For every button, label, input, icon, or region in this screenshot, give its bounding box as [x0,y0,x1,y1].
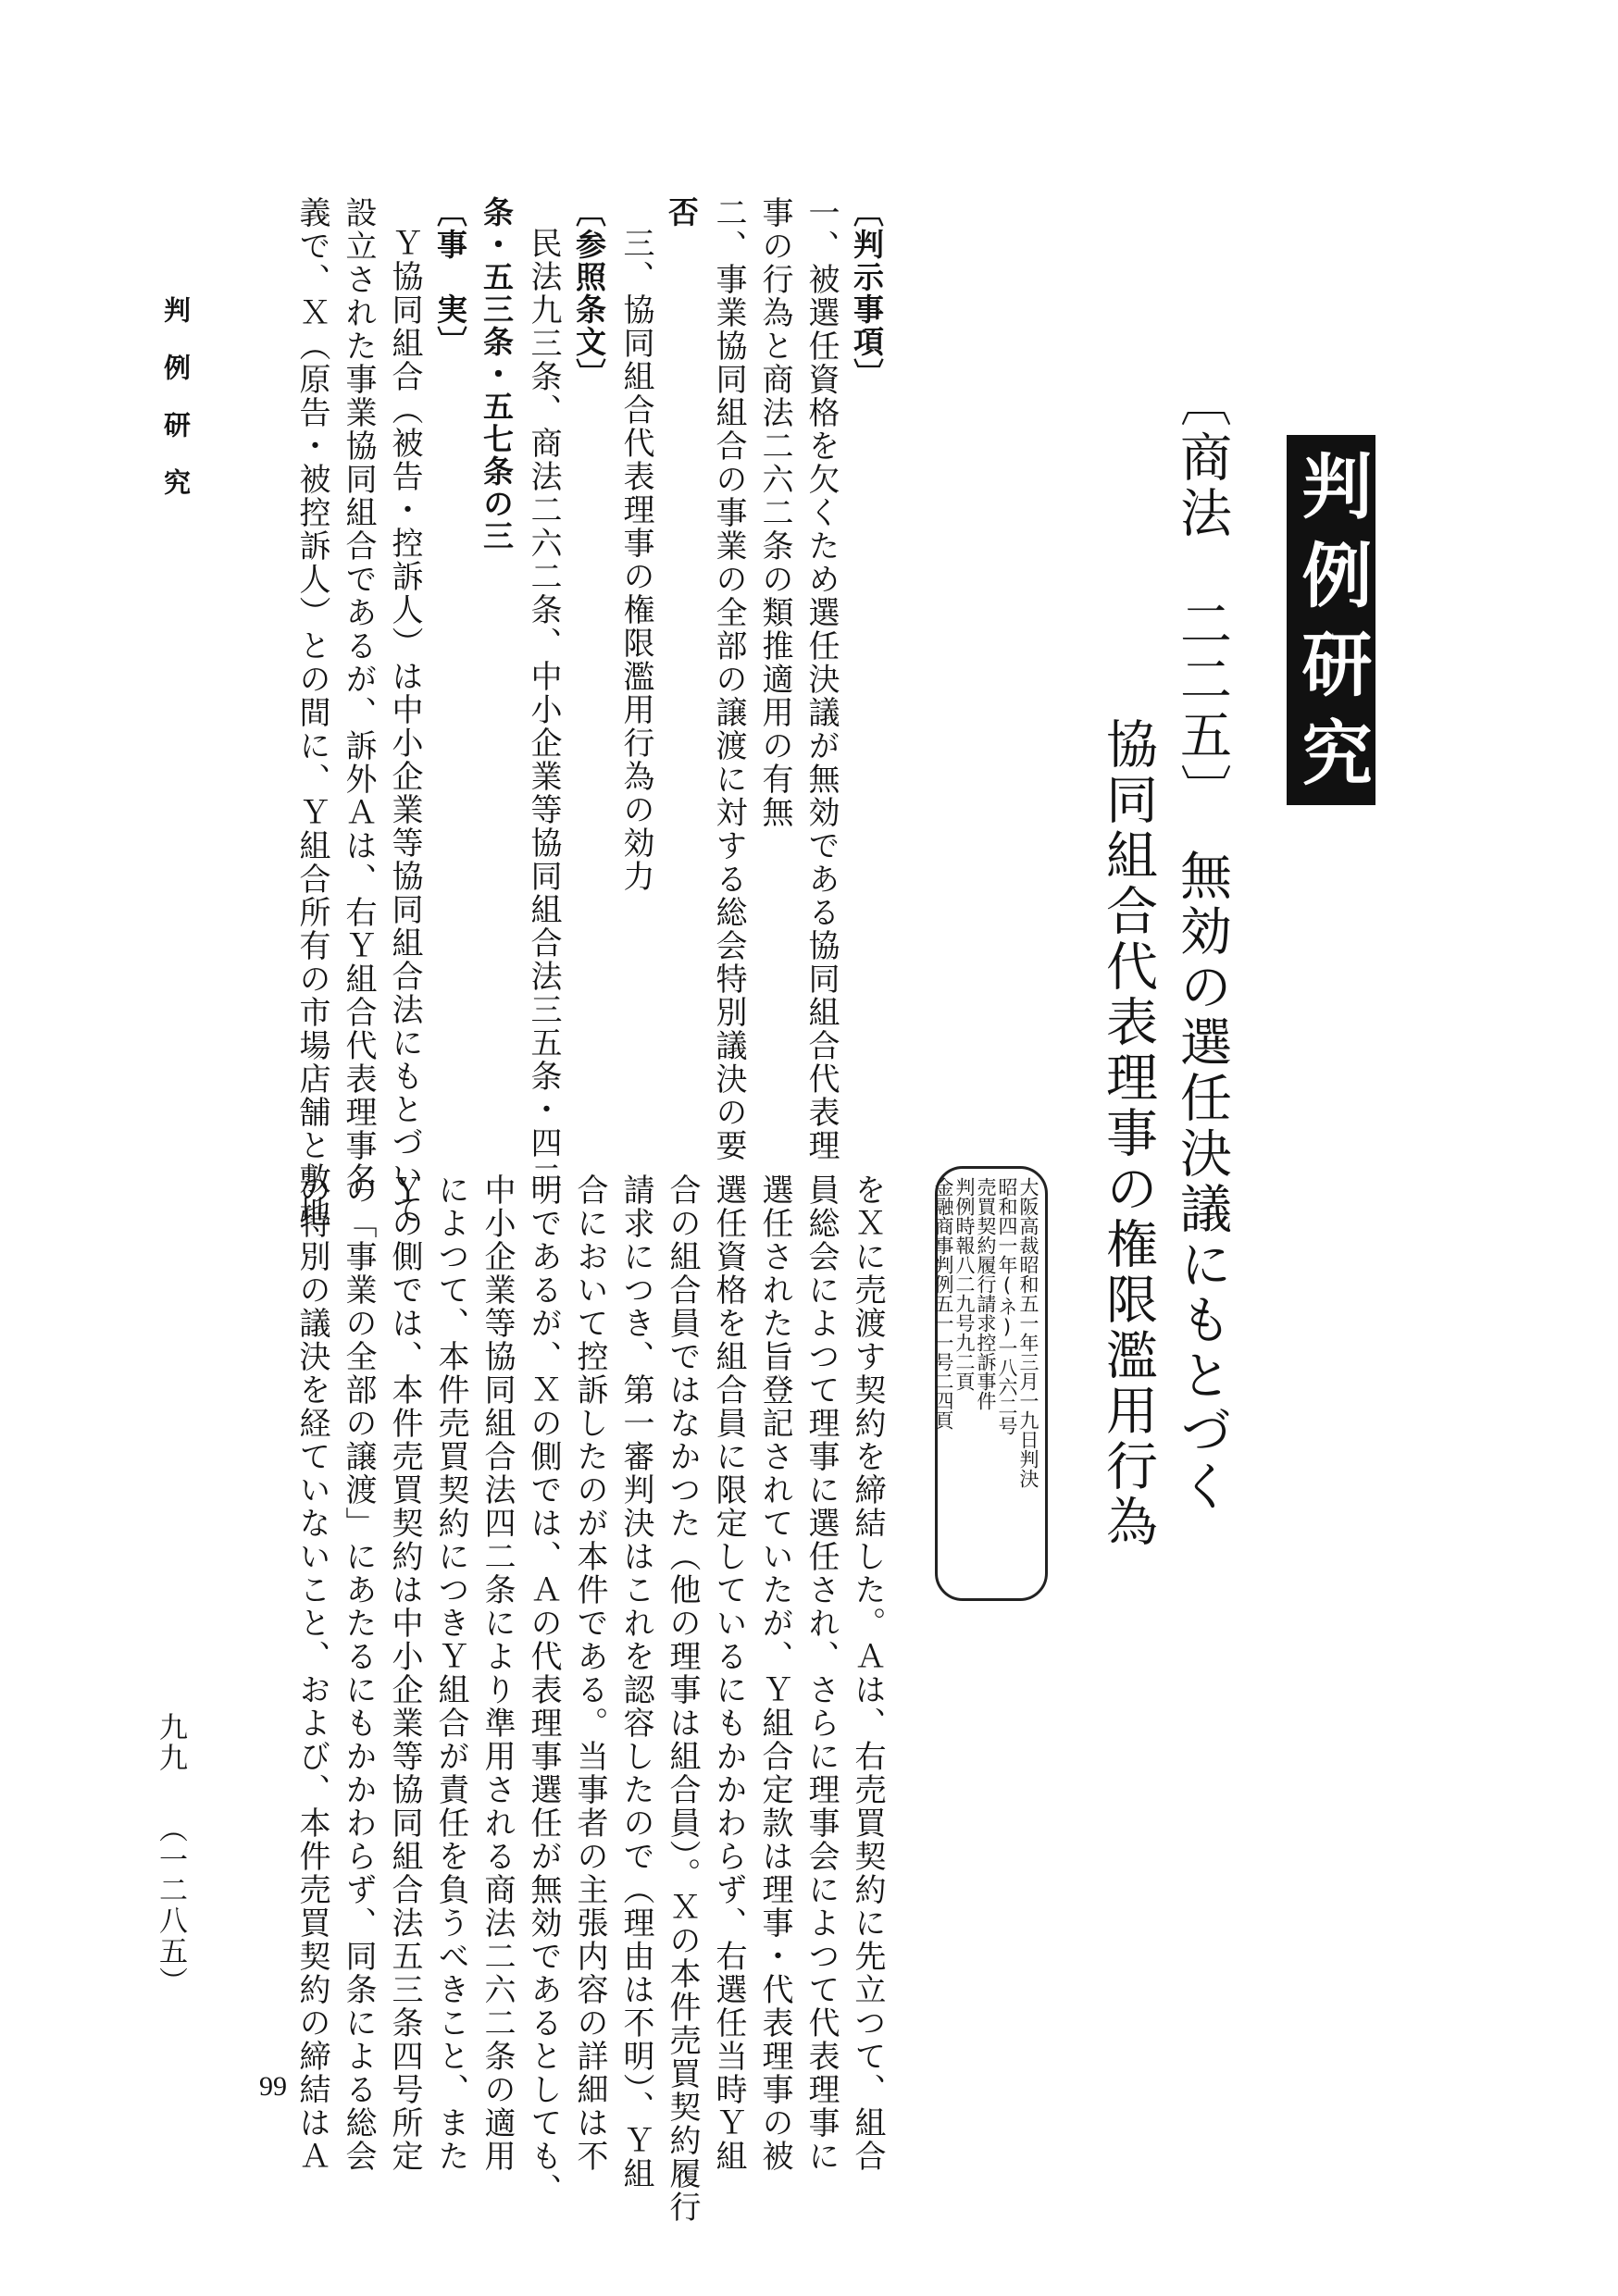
upper-column: 否 [664,196,700,229]
lower-column: 請求につき、第一審判決はこれを認容したので（理由は不明）、Ｙ組 [617,1173,654,2191]
label-references: 〔参照条文〕 [571,196,607,391]
upper-column: Ｙ協同組合（被告・控訴人）は中小企業等協同組合法にもとづいて [386,227,423,1226]
article-title-line2: 協同組合代表理事の権限濫用行為 [1098,717,1158,1550]
lower-column: 選任資格を組合員に限定しているにもかかわらず、右選任当時Ｙ組 [710,1173,747,2173]
page-number-serial: （一二八五） [154,1814,187,1997]
lower-column: 員総会によつて理事に選任され、さらに理事会によつて代表理事に [803,1173,840,2173]
label-holding: 〔判示事項〕 [849,196,885,391]
court-info-line2: 昭和四一年(ネ)一八六二号 [996,1177,1018,1435]
upper-column: 事の行為と商法二六二条の類推適用の有無 [756,196,793,829]
lower-column: 明であるが、Ｘの側では、Ａの代表理事選任が無効であるとしても、 [525,1173,562,2206]
lower-column: をＸに売渡す契約を締結した。Ａは、右売買契約に先立つて、組合 [849,1173,886,2173]
upper-column: 一、被選任資格を欠くため選任決議が無効である協同組合代表理 [803,196,840,1162]
upper-column: 二、事業協同組合の事業の全部の譲渡に対する総会特別議決の要 [710,196,747,1162]
lower-column: 選任された旨登記されていたが、Ｙ組合定款は理事・代表理事の被 [756,1173,793,2173]
page-number: 99 [259,2071,287,2102]
lower-column: 合の組合員ではなかつた（他の理事は組合員）。Ｘの本件売買契約履行 [664,1173,701,2224]
article-title-line1: 〔商法 二二五〕 無効の選任決議にもとづく [1172,375,1232,1515]
section-banner: 判例研究 [1287,435,1375,805]
court-info-line4: 判例時報八二九号九二頁 [953,1177,976,1391]
court-info-line1: 大阪高裁昭和五一年三月一九日判決 [1017,1177,1039,1488]
upper-column: 三、協同組合代表理事の権限濫用行為の効力 [617,227,654,893]
running-head: 判 例 研 究 [160,296,192,497]
lower-column: によつて、本件売買契約につきＹ組合が責任を負うべきこと、また [432,1173,469,2173]
label-facts: 〔事 実〕 [432,196,468,358]
upper-column: 義で、Ｘ（原告・被控訴人）との間に、Ｙ組合所有の市場店舗と敷地 [293,196,330,1229]
lower-column: 合において控訴したのが本件である。当事者の主張内容の詳細は不 [571,1173,608,2173]
court-info-line5: 金融商事判例五一一号二四頁 [932,1177,954,1430]
upper-column: 条・五三条・五七条の三 [479,196,515,552]
lower-column: 中小企業等協同組合法四二条により準用される商法二六二条の適用 [479,1173,516,2173]
upper-column: 民法九三条、商法二六二条、中小企業等協同組合法三五条・四二 [525,227,562,1193]
lower-column: Ｙの側では、本件売買契約は中小企業等協同組合法五三条四号所定 [386,1173,423,2173]
lower-column: の「事業の全部の譲渡」にあたるにもかかわらず、同条による総会 [340,1173,377,2173]
lower-column: の特別の議決を経ていないこと、および、本件売買契約の締結はＡ [293,1173,330,2173]
court-info-line3: 売買契約履行請求控訴事件 [975,1177,997,1410]
page-number-kanji: 九九 [154,1712,187,1773]
upper-column: 設立された事業協同組合であるが、訴外Ａは、右Ｙ組合代表理事名 [340,196,377,1196]
